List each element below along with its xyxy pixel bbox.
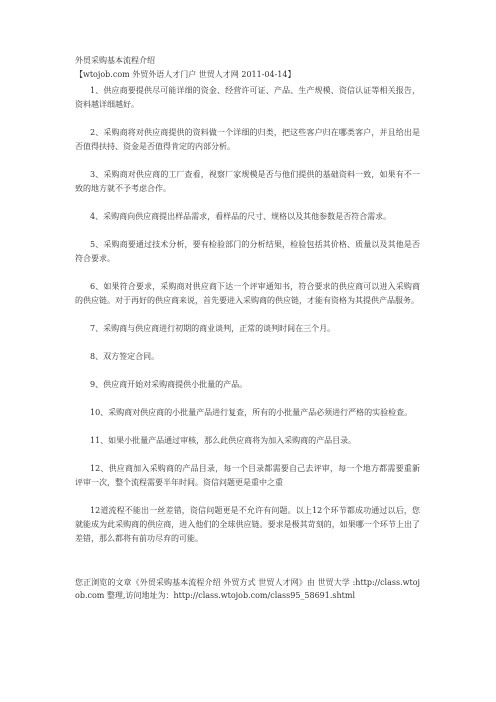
document-body [75, 84, 420, 546]
paragraph-step-8: 8、双方签定合同。 [90, 352, 160, 361]
footer-source-note: 您正浏览的文章《外贸采购基本流程介绍 外贸方式 世贸人才网》由 世贸大学 :http://class.wtojob.com 整理,访问地址为：http://class.wtojob.com/class95_58691.shtml [75, 578, 420, 600]
source-line: 【wtojob.com 外贸外语人才门户 世贸人才网 2011-04-14】 [75, 70, 296, 79]
paragraph-step-6: 6、如果符合要求，采购商对供应商下达一个评审通知书，符合要求的供应商可以进入采购商的供应链。对于再好的供应商来说，首先要进入采购商的供应链，才能有资格为其提供产品服务。 [75, 282, 420, 305]
paragraph-step-11: 11、如果小批量产品通过审核，那么此供应商将为加入采购商的产品目录。 [90, 436, 357, 445]
paragraph-step-9: 9、供应商开始对采购商提供小批量的产品。 [90, 380, 248, 389]
paragraph-step-10: 10、采购商对供应商的小批量产品进行复查，所有的小批量产品必须进行严格的实验检查。 [90, 408, 413, 417]
paragraph-step-1: 1、供应商要提供尽可能详细的资金、经营许可证、产品、生产规模、资信认证等相关报告，资料越详细越好。 [75, 86, 420, 109]
paragraph-step-4: 4、采购商向供应商提出样品需求，看样品的尺寸、规格以及其他参数是否符合需求。 [90, 212, 392, 221]
paragraph-step-7: 7、采购商与供应商进行初期的商业谈判，正常的谈判时间在三个月。 [90, 324, 336, 333]
paragraph-step-2: 2、采购商将对供应商提供的资料做一个详细的归类，把这些客户归在哪类客户，并且给出是否值得扶持、资金是否值得肯定的内部分析。 [75, 128, 420, 151]
paragraph-step-5: 5、采购商要通过技术分析，要有检验部门的分析结果，检验包括其价格、质量以及其他是否符合要求。 [75, 240, 420, 263]
paragraph-step-12: 12、供应商加入采购商的产品目录，每一个目录都需要自己去评审，每一个地方都需要重新评审一次，整个流程需要半年时间。资信问题更是重中之重 [75, 464, 420, 487]
document-title: 外贸采购基本流程介绍 [75, 56, 155, 65]
paragraph-summary: 12道流程不能出一丝差错，资信问题更是不允许有问题。以上12个环节都成功通过以后，您就能成为此采购商的供应商，进入他们的全球供应链。要求是极其苛刻的，如果哪一个环节上出了差错，那么都将有前功尽弃的可能。 [75, 506, 420, 543]
paragraph-step-3: 3、采购商对供应商的工厂查看，视察厂家规模是否与他们提供的基础资料一致，如果有不一致的地方就不予考虑合作。 [75, 170, 420, 193]
